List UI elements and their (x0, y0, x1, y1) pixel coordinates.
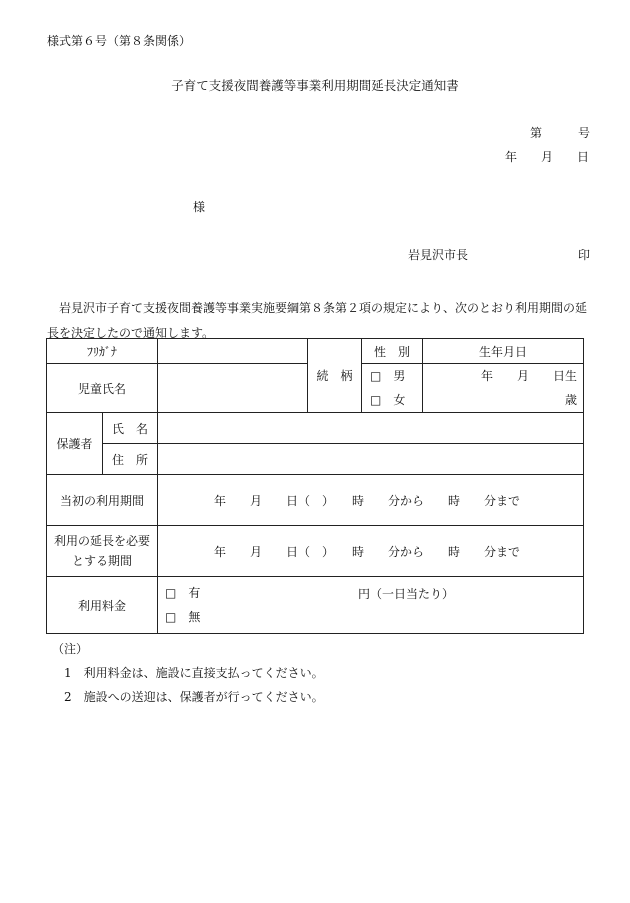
birth-ymd: 年 月 日生 (481, 369, 578, 383)
guardian-name-label: 氏 名 (103, 413, 158, 444)
guardian-name-field[interactable] (158, 413, 584, 444)
gender-options (362, 364, 423, 413)
fee-unit-label: 円（一日当たり） (358, 587, 455, 601)
female-checkbox[interactable]: □ 女 (370, 393, 406, 407)
furigana-field[interactable] (158, 339, 308, 364)
initial-period-label: 当初の利用期間 (47, 475, 158, 526)
furigana-label: ﾌﾘｶﾞﾅ (47, 339, 158, 364)
fee-field (158, 577, 584, 634)
child-name-label: 児童氏名 (47, 364, 158, 413)
application-table (46, 338, 584, 634)
extension-period-label-line2: とする期間 (72, 554, 133, 568)
fee-label: 利用料金 (47, 577, 158, 634)
note-item-1: 1 利用料金は、施設に直接支払ってください。 (64, 666, 324, 680)
issue-date-line (505, 151, 589, 163)
notes-header: （注） (52, 642, 89, 656)
age-label: 歳 (565, 393, 578, 407)
fee-no-checkbox[interactable]: □ 無 (165, 610, 201, 624)
guardian-address-label: 住 所 (103, 444, 158, 475)
extension-period-template: 年 月 日（ ） 時 分から 時 分まで (214, 544, 521, 559)
birthdate-field[interactable] (423, 364, 584, 413)
date-month: 月 (541, 150, 554, 164)
document-number-line (530, 127, 590, 139)
male-checkbox[interactable]: □ 男 (370, 369, 406, 383)
guardian-address-field[interactable] (158, 444, 584, 475)
initial-period-field[interactable] (158, 475, 584, 526)
guardian-label: 保護者 (47, 413, 103, 475)
fee-yes-checkbox[interactable]: □ 有 (165, 586, 201, 600)
child-name-field[interactable] (158, 364, 308, 413)
body-text: 岩見沢市子育て支援夜間養護等事業実施要綱第８条第２項の規定により、次のとおり利用期間の延長を決定したので通知します。 (47, 301, 588, 340)
number-dai: 第 (530, 126, 543, 140)
extension-period-field[interactable] (158, 526, 584, 577)
form-number-label: 様式第６号（第８条関係） (47, 34, 192, 48)
date-day: 日 (577, 150, 590, 164)
note-item-2: 2 施設への送迎は、保護者が行ってください。 (64, 690, 324, 704)
issuer-name: 岩見沢市長 (408, 248, 469, 262)
addressee-suffix: 様 (193, 200, 206, 214)
birthdate-header: 生年月日 (423, 339, 584, 364)
zokugara-label: 続 柄 (308, 339, 362, 413)
extension-period-label (47, 526, 158, 577)
seal-mark: 印 (578, 248, 591, 262)
seibetsu-label: 性 別 (362, 339, 423, 364)
document-title: 子育て支援夜間養護等事業利用期間延長決定通知書 (171, 78, 459, 93)
initial-period-template: 年 月 日（ ） 時 分から 時 分まで (214, 493, 521, 508)
number-go: 号 (578, 126, 591, 140)
date-year: 年 (505, 150, 518, 164)
extension-period-label-line1: 利用の延長を必要 (54, 534, 151, 548)
